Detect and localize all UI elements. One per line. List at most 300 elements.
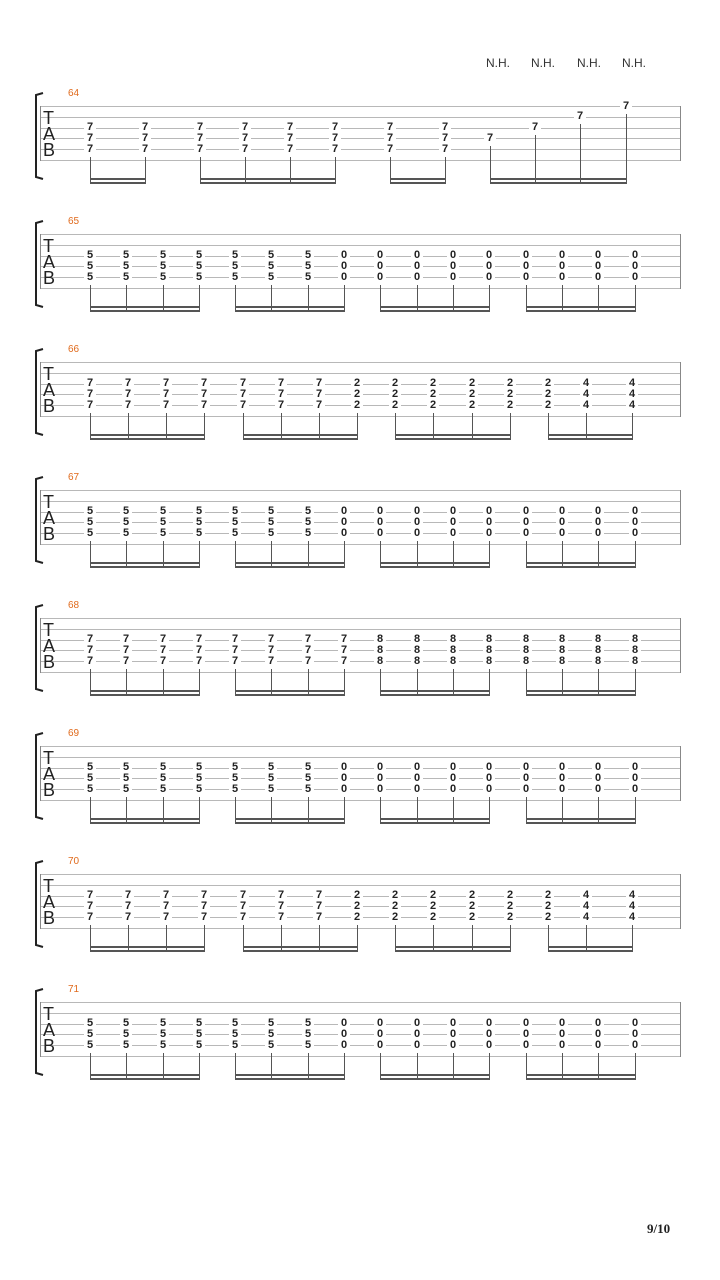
fret-number: 5	[229, 1040, 241, 1051]
fret-number: 0	[374, 1040, 386, 1051]
fret-number: 4	[580, 400, 592, 411]
fret-number: 0	[374, 1029, 386, 1040]
fret-number: 5	[157, 1040, 169, 1051]
fret-number: 0	[520, 1018, 532, 1029]
fret-number: 0	[520, 528, 532, 539]
fret-number: 0	[374, 272, 386, 283]
note-beam	[90, 178, 146, 180]
string-line	[40, 106, 681, 107]
fret-number: 0	[556, 1018, 568, 1029]
fret-number: 8	[556, 645, 568, 656]
fret-number: 0	[411, 261, 423, 272]
fret-number: 2	[542, 901, 554, 912]
fret-number: 5	[157, 517, 169, 528]
fret-number: 7	[157, 645, 169, 656]
fret-number: 7	[265, 645, 277, 656]
note-beam	[526, 818, 636, 820]
fret-number: 0	[483, 1040, 495, 1051]
fret-number: 5	[157, 762, 169, 773]
note-beam	[380, 822, 490, 824]
fret-number: 7	[239, 144, 251, 155]
fret-number: 5	[84, 773, 96, 784]
fret-number: 7	[122, 901, 134, 912]
note-beam	[235, 306, 345, 308]
fret-number: 7	[265, 634, 277, 645]
fret-number: 0	[483, 517, 495, 528]
string-line	[40, 234, 681, 235]
note-beam	[235, 818, 345, 820]
fret-number: 7	[329, 122, 341, 133]
note-beam	[235, 1078, 345, 1080]
fret-number: 4	[626, 901, 638, 912]
fret-number: 7	[275, 400, 287, 411]
note-beam	[235, 310, 345, 312]
barline	[40, 874, 41, 929]
fret-number: 7	[313, 890, 325, 901]
fret-number: 5	[265, 762, 277, 773]
fret-number: 0	[338, 517, 350, 528]
fret-number: 0	[374, 517, 386, 528]
tab-clef-letter: B	[43, 140, 56, 160]
fret-number: 0	[483, 528, 495, 539]
tab-clef-letter: T	[43, 108, 54, 128]
fret-number: 7	[157, 656, 169, 667]
fret-number: 5	[265, 1018, 277, 1029]
note-beam	[548, 434, 633, 436]
fret-number: 5	[120, 1029, 132, 1040]
fret-number: 0	[483, 773, 495, 784]
fret-number: 7	[160, 400, 172, 411]
fret-number: 7	[193, 656, 205, 667]
fret-number: 4	[626, 912, 638, 923]
fret-number: 7	[160, 901, 172, 912]
fret-number: 5	[193, 272, 205, 283]
fret-number: 5	[302, 272, 314, 283]
fret-number: 5	[157, 272, 169, 283]
fret-number: 2	[542, 378, 554, 389]
fret-number: 2	[427, 400, 439, 411]
fret-number: 5	[84, 506, 96, 517]
fret-number: 7	[620, 101, 632, 112]
fret-number: 5	[193, 517, 205, 528]
string-line	[40, 1002, 681, 1003]
fret-number: 0	[483, 506, 495, 517]
fret-number: 0	[556, 773, 568, 784]
fret-number: 5	[157, 250, 169, 261]
tab-clef-letter: B	[43, 780, 56, 800]
fret-number: 7	[84, 378, 96, 389]
barline	[680, 362, 681, 417]
fret-number: 7	[313, 378, 325, 389]
note-beam	[395, 946, 511, 948]
barline	[680, 490, 681, 545]
fret-number: 2	[466, 378, 478, 389]
fret-number: 5	[302, 1018, 314, 1029]
barline	[40, 746, 41, 801]
note-beam	[380, 562, 490, 564]
fret-number: 5	[193, 261, 205, 272]
note-beam	[90, 1078, 200, 1080]
fret-number: 0	[556, 1040, 568, 1051]
fret-number: 0	[338, 261, 350, 272]
fret-number: 4	[626, 400, 638, 411]
fret-number: 8	[520, 656, 532, 667]
barline	[40, 490, 41, 545]
fret-number: 5	[84, 1040, 96, 1051]
string-line	[40, 533, 681, 534]
note-beam	[235, 690, 345, 692]
fret-number: 2	[466, 389, 478, 400]
fret-number: 2	[542, 400, 554, 411]
fret-number: 4	[580, 378, 592, 389]
fret-number: 7	[139, 144, 151, 155]
fret-number: 5	[265, 784, 277, 795]
fret-number: 5	[229, 773, 241, 784]
fret-number: 7	[193, 634, 205, 645]
note-beam	[90, 182, 146, 184]
note-beam	[380, 1074, 490, 1076]
fret-number: 2	[504, 901, 516, 912]
fret-number: 0	[592, 272, 604, 283]
note-beam	[526, 1074, 636, 1076]
measure-number: 65	[68, 216, 80, 227]
fret-number: 5	[157, 261, 169, 272]
fret-number: 0	[556, 517, 568, 528]
note-beam	[90, 434, 205, 436]
tab-system	[0, 472, 720, 600]
fret-number: 5	[120, 261, 132, 272]
note-beam	[490, 178, 627, 180]
fret-number: 7	[302, 645, 314, 656]
fret-number: 0	[374, 261, 386, 272]
fret-number: 5	[120, 528, 132, 539]
fret-number: 5	[229, 250, 241, 261]
fret-number: 7	[84, 389, 96, 400]
fret-number: 0	[447, 272, 459, 283]
note-beam	[526, 690, 636, 692]
measure-number: 69	[68, 728, 80, 739]
note-beam	[526, 694, 636, 696]
fret-number: 7	[384, 133, 396, 144]
fret-number: 0	[374, 773, 386, 784]
fret-number: 5	[265, 517, 277, 528]
note-beam	[380, 306, 490, 308]
fret-number: 5	[302, 1040, 314, 1051]
fret-number: 5	[265, 506, 277, 517]
fret-number: 5	[157, 1018, 169, 1029]
fret-number: 5	[193, 506, 205, 517]
fret-number: 0	[592, 1029, 604, 1040]
note-beam	[526, 306, 636, 308]
fret-number: 7	[198, 901, 210, 912]
string-line	[40, 618, 681, 619]
fret-number: 4	[580, 912, 592, 923]
fret-number: 0	[447, 762, 459, 773]
fret-number: 7	[329, 144, 341, 155]
fret-number: 0	[629, 506, 641, 517]
fret-number: 0	[556, 1029, 568, 1040]
fret-number: 7	[313, 912, 325, 923]
fret-number: 2	[351, 378, 363, 389]
tab-clef-letter: T	[43, 364, 54, 384]
fret-number: 5	[302, 784, 314, 795]
fret-number: 5	[265, 250, 277, 261]
fret-number: 2	[466, 890, 478, 901]
fret-number: 0	[447, 250, 459, 261]
fret-number: 0	[629, 762, 641, 773]
string-line	[40, 874, 681, 875]
fret-number: 7	[237, 378, 249, 389]
fret-number: 7	[122, 890, 134, 901]
string-line	[40, 149, 681, 150]
string-line	[40, 245, 681, 246]
fret-number: 0	[556, 250, 568, 261]
fret-number: 0	[374, 784, 386, 795]
tab-clef-letter: T	[43, 236, 54, 256]
fret-number: 7	[239, 122, 251, 133]
note-stem	[580, 124, 581, 184]
fret-number: 7	[313, 389, 325, 400]
fret-number: 2	[504, 400, 516, 411]
fret-number: 2	[427, 901, 439, 912]
fret-number: 5	[265, 773, 277, 784]
note-beam	[235, 566, 345, 568]
fret-number: 5	[229, 528, 241, 539]
fret-number: 7	[84, 901, 96, 912]
tab-system	[0, 856, 720, 984]
note-beam	[390, 182, 446, 184]
fret-number: 7	[198, 378, 210, 389]
fret-number: 7	[275, 912, 287, 923]
fret-number: 7	[237, 901, 249, 912]
fret-number: 7	[329, 133, 341, 144]
fret-number: 5	[157, 528, 169, 539]
string-line	[40, 672, 681, 673]
fret-number: 7	[84, 912, 96, 923]
note-beam	[380, 1078, 490, 1080]
note-beam	[526, 822, 636, 824]
fret-number: 7	[302, 634, 314, 645]
fret-number: 0	[520, 1040, 532, 1051]
fret-number: 7	[120, 645, 132, 656]
fret-number: 7	[194, 144, 206, 155]
fret-number: 5	[193, 773, 205, 784]
fret-number: 0	[447, 784, 459, 795]
fret-number: 0	[592, 762, 604, 773]
fret-number: 2	[351, 890, 363, 901]
string-line	[40, 1024, 681, 1025]
note-beam	[395, 950, 511, 952]
fret-number: 2	[466, 912, 478, 923]
string-line	[40, 501, 681, 502]
fret-number: 7	[139, 122, 151, 133]
string-line	[40, 128, 681, 129]
fret-number: 7	[84, 634, 96, 645]
tab-clef-letter: A	[43, 1020, 56, 1040]
fret-number: 0	[483, 1018, 495, 1029]
fret-number: 0	[447, 506, 459, 517]
fret-number: 5	[302, 762, 314, 773]
fret-number: 2	[351, 912, 363, 923]
fret-number: 0	[592, 517, 604, 528]
fret-number: 0	[447, 1018, 459, 1029]
fret-number: 0	[374, 762, 386, 773]
fret-number: 5	[157, 773, 169, 784]
fret-number: 0	[338, 250, 350, 261]
fret-number: 7	[275, 890, 287, 901]
fret-number: 5	[265, 272, 277, 283]
fret-number: 7	[122, 912, 134, 923]
fret-number: 5	[84, 1018, 96, 1029]
fret-number: 5	[302, 250, 314, 261]
fret-number: 8	[411, 634, 423, 645]
fret-number: 0	[447, 773, 459, 784]
fret-number: 7	[313, 400, 325, 411]
barline	[680, 1002, 681, 1057]
fret-number: 0	[520, 773, 532, 784]
fret-number: 5	[84, 1029, 96, 1040]
fret-number: 7	[529, 122, 541, 133]
fret-number: 5	[302, 528, 314, 539]
fret-number: 7	[313, 901, 325, 912]
fret-number: 0	[338, 528, 350, 539]
fret-number: 7	[237, 890, 249, 901]
note-beam	[526, 1078, 636, 1080]
string-line	[40, 544, 681, 545]
fret-number: 2	[427, 389, 439, 400]
fret-number: 7	[84, 656, 96, 667]
fret-number: 0	[483, 1029, 495, 1040]
barline	[680, 874, 681, 929]
fret-number: 0	[483, 762, 495, 773]
fret-number: 0	[338, 272, 350, 283]
fret-number: 2	[427, 890, 439, 901]
fret-number: 5	[120, 762, 132, 773]
fret-number: 0	[374, 250, 386, 261]
note-beam	[548, 946, 633, 948]
fret-number: 7	[160, 378, 172, 389]
barline	[40, 106, 41, 161]
tab-system	[0, 216, 720, 344]
fret-number: 0	[411, 773, 423, 784]
note-beam	[90, 562, 200, 564]
fret-number: 0	[447, 1029, 459, 1040]
note-beam	[90, 310, 200, 312]
fret-number: 4	[580, 890, 592, 901]
fret-number: 0	[629, 528, 641, 539]
string-line	[40, 661, 681, 662]
note-beam	[526, 566, 636, 568]
tab-clef-letter: T	[43, 748, 54, 768]
string-line	[40, 138, 681, 139]
fret-number: 0	[592, 1018, 604, 1029]
fret-number: 0	[411, 1029, 423, 1040]
fret-number: 5	[265, 1040, 277, 1051]
fret-number: 7	[122, 378, 134, 389]
fret-number: 7	[139, 133, 151, 144]
fret-number: 0	[447, 517, 459, 528]
note-beam	[390, 178, 446, 180]
string-line	[40, 1034, 681, 1035]
tab-clef-letter: T	[43, 876, 54, 896]
fret-number: 4	[626, 890, 638, 901]
fret-number: 5	[84, 784, 96, 795]
fret-number: 8	[374, 634, 386, 645]
string-line	[40, 512, 681, 513]
fret-number: 5	[265, 528, 277, 539]
note-beam	[526, 562, 636, 564]
fret-number: 5	[302, 517, 314, 528]
fret-number: 2	[427, 912, 439, 923]
fret-number: 7	[194, 122, 206, 133]
string-line	[40, 266, 681, 267]
fret-number: 8	[592, 634, 604, 645]
fret-number: 7	[84, 400, 96, 411]
string-line	[40, 256, 681, 257]
fret-number: 5	[229, 1029, 241, 1040]
fret-number: 2	[504, 912, 516, 923]
fret-number: 0	[520, 272, 532, 283]
fret-number: 0	[592, 250, 604, 261]
fret-number: 8	[374, 645, 386, 656]
fret-number: 0	[629, 1029, 641, 1040]
fret-number: 2	[504, 378, 516, 389]
note-beam	[235, 562, 345, 564]
fret-number: 5	[193, 1018, 205, 1029]
note-beam	[200, 182, 336, 184]
fret-number: 7	[160, 389, 172, 400]
fret-number: 0	[592, 1040, 604, 1051]
fret-number: 5	[84, 762, 96, 773]
harmonic-label: N.H.	[577, 56, 601, 70]
fret-number: 0	[411, 1040, 423, 1051]
fret-number: 2	[542, 890, 554, 901]
measure-number: 71	[68, 984, 80, 995]
fret-number: 0	[447, 261, 459, 272]
note-stem	[535, 135, 536, 184]
fret-number: 5	[193, 784, 205, 795]
fret-number: 7	[198, 400, 210, 411]
note-beam	[90, 1074, 200, 1076]
fret-number: 0	[338, 762, 350, 773]
fret-number: 7	[84, 144, 96, 155]
fret-number: 7	[122, 389, 134, 400]
tab-system	[0, 728, 720, 856]
note-beam	[90, 306, 200, 308]
barline	[40, 618, 41, 673]
fret-number: 7	[338, 634, 350, 645]
barline	[680, 234, 681, 289]
fret-number: 7	[275, 378, 287, 389]
fret-number: 0	[520, 762, 532, 773]
fret-number: 0	[411, 517, 423, 528]
string-line	[40, 522, 681, 523]
fret-number: 0	[411, 506, 423, 517]
fret-number: 0	[592, 784, 604, 795]
fret-number: 7	[84, 890, 96, 901]
fret-number: 0	[447, 1040, 459, 1051]
note-beam	[380, 310, 490, 312]
string-line	[40, 277, 681, 278]
string-line	[40, 778, 681, 779]
string-line	[40, 416, 681, 417]
string-line	[40, 362, 681, 363]
fret-number: 7	[237, 912, 249, 923]
fret-number: 5	[157, 1029, 169, 1040]
fret-number: 0	[411, 272, 423, 283]
tab-clef-letter: B	[43, 524, 56, 544]
fret-number: 5	[84, 261, 96, 272]
